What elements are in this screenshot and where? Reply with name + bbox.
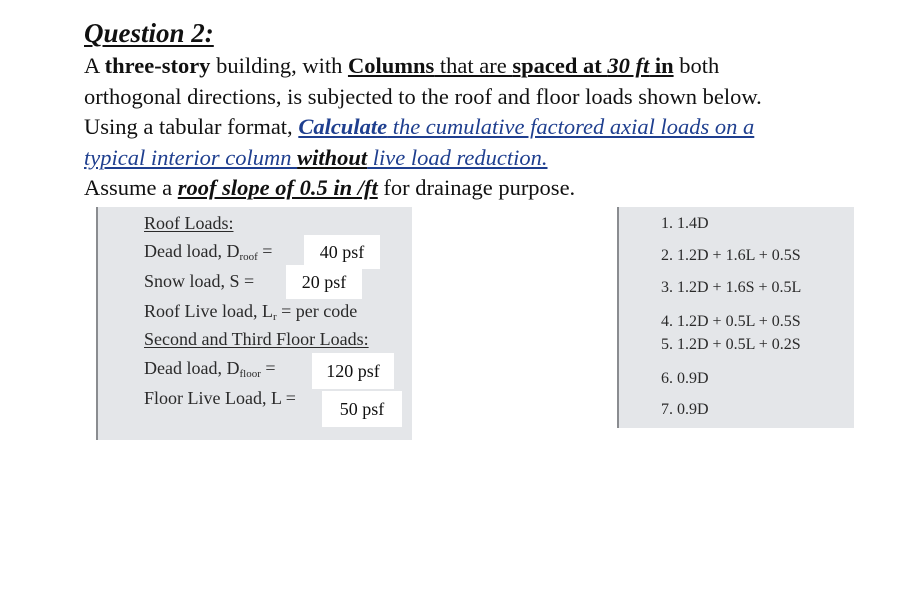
floor-live-load-value: 50 psf bbox=[322, 391, 402, 427]
text-fragment: for drainage purpose. bbox=[377, 175, 576, 200]
text-fragment: typical interior column bbox=[84, 144, 298, 170]
emphasis-roof-slope: roof slope of 0.5 in /ft bbox=[177, 175, 378, 200]
combination-1: 1. 1.4D bbox=[661, 215, 709, 232]
question-line-4 bbox=[84, 143, 874, 174]
text-fragment: both bbox=[673, 53, 720, 78]
load-combinations-panel bbox=[617, 207, 854, 428]
question-line-2: orthogonal directions, is subjected to the roof and floor loads shown below. bbox=[84, 83, 762, 109]
floor-dead-load-label bbox=[144, 358, 276, 380]
combination-7: 7. 0.9D bbox=[661, 401, 709, 418]
emphasis-spaced-at bbox=[512, 53, 673, 78]
snow-load-label: Snow load, S = bbox=[144, 271, 255, 291]
text-fragment: Dead load, D bbox=[144, 358, 240, 378]
text-fragment: Using a tabular format, bbox=[84, 114, 299, 139]
snow-load-value: 20 psf bbox=[286, 265, 362, 299]
emphasis-columns: Columns bbox=[347, 53, 435, 78]
floor-dead-load-value: 120 psf bbox=[312, 353, 394, 389]
question-line-1 bbox=[84, 51, 874, 82]
roof-dead-load-label bbox=[144, 241, 272, 263]
loads-panel bbox=[96, 207, 412, 440]
subscript: roof bbox=[239, 251, 258, 263]
emphasis-spacing-value: 30 ft bbox=[607, 53, 650, 78]
text-fragment: the cumulative factored axial loads on a bbox=[387, 114, 755, 139]
text-fragment: = bbox=[257, 241, 273, 261]
text-fragment: Roof Live load, L bbox=[144, 301, 273, 321]
combination-4: 4. 1.2D + 0.5L + 0.5S bbox=[661, 313, 801, 330]
text-fragment: = per code bbox=[276, 301, 358, 321]
text-fragment: spaced at bbox=[512, 53, 608, 78]
question-line-5 bbox=[84, 173, 874, 204]
combination-3: 3. 1.2D + 1.6S + 0.5L bbox=[661, 279, 802, 296]
text-fragment: A bbox=[84, 53, 105, 78]
combination-6: 6. 0.9D bbox=[661, 370, 709, 387]
subscript: r bbox=[272, 311, 277, 323]
text-fragment: Dead load, D bbox=[144, 241, 240, 261]
text-fragment: in bbox=[649, 53, 674, 78]
emphasis-calculate: Calculate bbox=[298, 114, 388, 139]
text-fragment: building, with bbox=[210, 53, 348, 78]
combination-5: 5. 1.2D + 0.5L + 0.2S bbox=[661, 336, 801, 353]
question-heading: Question 2: bbox=[84, 18, 214, 48]
roof-dead-load-value: 40 psf bbox=[304, 235, 380, 269]
combination-2: 2. 1.2D + 1.6L + 0.5S bbox=[661, 247, 801, 264]
emphasis-three-story: three-story bbox=[104, 53, 211, 78]
emphasis-without: without bbox=[297, 144, 368, 170]
text-fragment: = bbox=[260, 358, 276, 378]
text-fragment: live load reduction. bbox=[367, 144, 548, 170]
floor-live-load-label: Floor Live Load, L = bbox=[144, 388, 296, 408]
text-fragment: that are bbox=[434, 53, 513, 78]
question-line-3 bbox=[84, 112, 874, 143]
subscript: floor bbox=[239, 368, 261, 380]
roof-loads-header: Roof Loads: bbox=[144, 213, 234, 233]
text-fragment: Assume a bbox=[84, 175, 178, 200]
floor-loads-header: Second and Third Floor Loads: bbox=[144, 329, 369, 349]
roof-live-load-label bbox=[144, 301, 357, 323]
question-text bbox=[84, 51, 874, 204]
